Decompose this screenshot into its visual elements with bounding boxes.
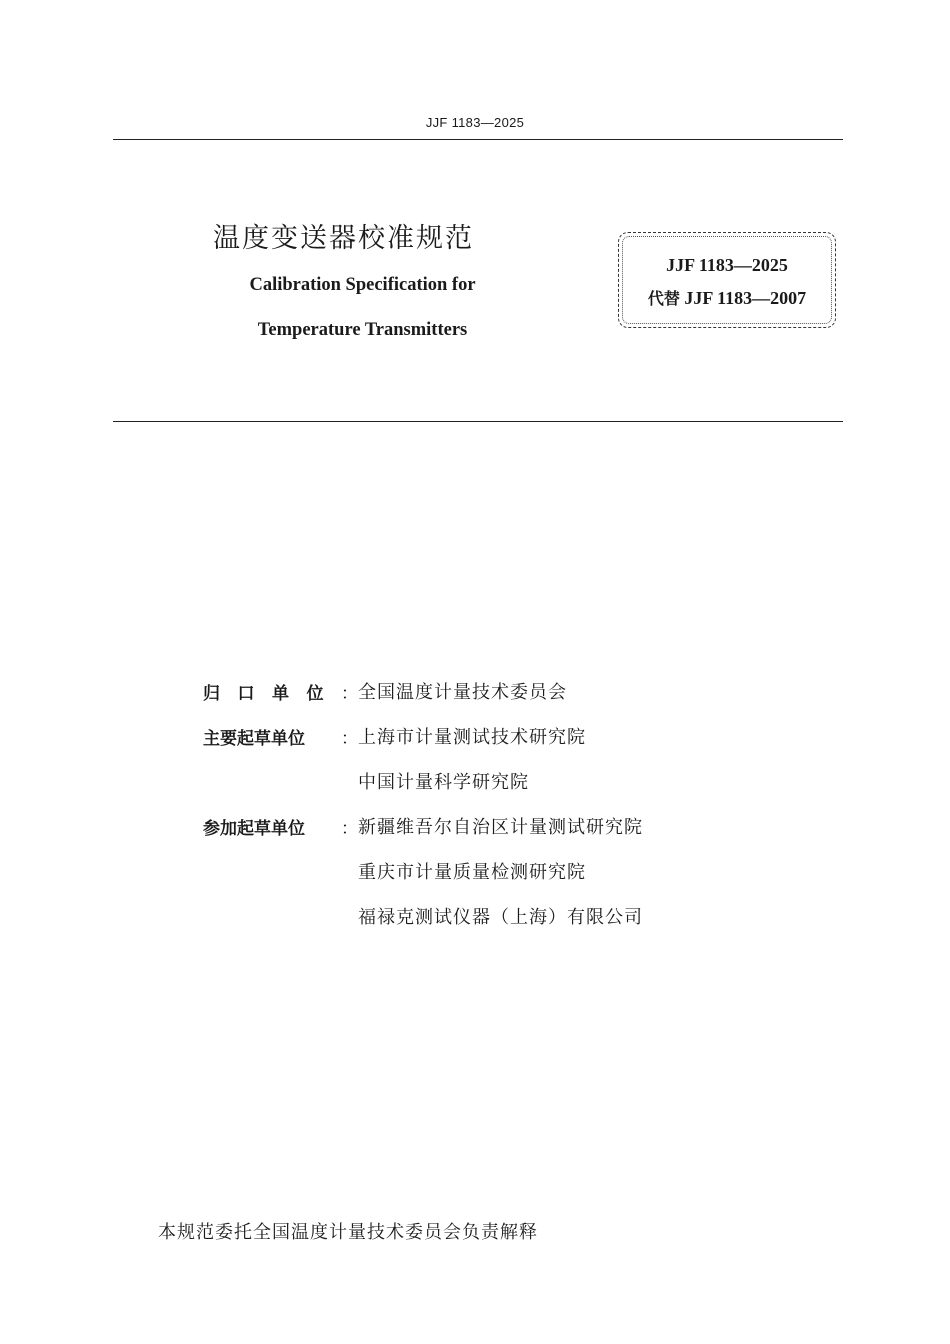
label-text: 参加起草单位	[203, 818, 305, 839]
main-drafting-row	[203, 721, 586, 751]
label-char: 单	[272, 683, 289, 704]
participating-drafting-row-2	[203, 856, 586, 886]
participating-drafting-value-3: 福禄克测试仪器（上海）有限公司	[358, 907, 643, 928]
participating-drafting-row-3	[203, 901, 643, 931]
replaces-code-line	[619, 286, 835, 309]
specification-code: JJF 1183—2025	[666, 255, 788, 275]
interpretation-note: 本规范委托全国温度计量技术委员会负责解释	[158, 1222, 538, 1243]
responsible-unit-row	[203, 676, 567, 706]
participating-drafting-row	[203, 811, 643, 841]
bottom-divider	[113, 421, 843, 422]
label-colon: ：	[341, 728, 358, 749]
replaces-prefix: 代替	[647, 289, 680, 308]
main-drafting-row-2	[203, 766, 529, 796]
label-char: 位	[306, 683, 324, 704]
label-char: 口	[237, 683, 255, 704]
main-drafting-label	[203, 724, 358, 749]
participating-drafting-value-1: 新疆维吾尔自治区计量测试研究院	[358, 817, 643, 838]
label-colon: ：	[341, 683, 358, 704]
responsible-unit-value: 全国温度计量技术委员会	[358, 682, 567, 703]
title-english-line2: Temperature Transmitters	[257, 320, 468, 340]
top-divider	[113, 139, 843, 140]
participating-drafting-value-2: 重庆市计量质量检测研究院	[358, 862, 586, 883]
title-chinese: 温度变送器校准规范	[213, 223, 474, 254]
participating-drafting-label	[203, 814, 358, 839]
label-colon: ：	[341, 818, 358, 839]
label-text: 主要起草单位	[203, 728, 305, 749]
title-english-line1: Calibration Specification for	[249, 275, 476, 295]
replaces-code: JJF 1183—2007	[684, 288, 807, 308]
main-drafting-value-1: 上海市计量测试技术研究院	[358, 727, 586, 748]
responsible-unit-label	[203, 679, 358, 704]
running-header-code: JJF 1183—2025	[425, 115, 525, 130]
main-drafting-value-2: 中国计量科学研究院	[358, 772, 529, 793]
label-char: 归	[203, 683, 220, 704]
specification-code-box	[618, 232, 836, 328]
